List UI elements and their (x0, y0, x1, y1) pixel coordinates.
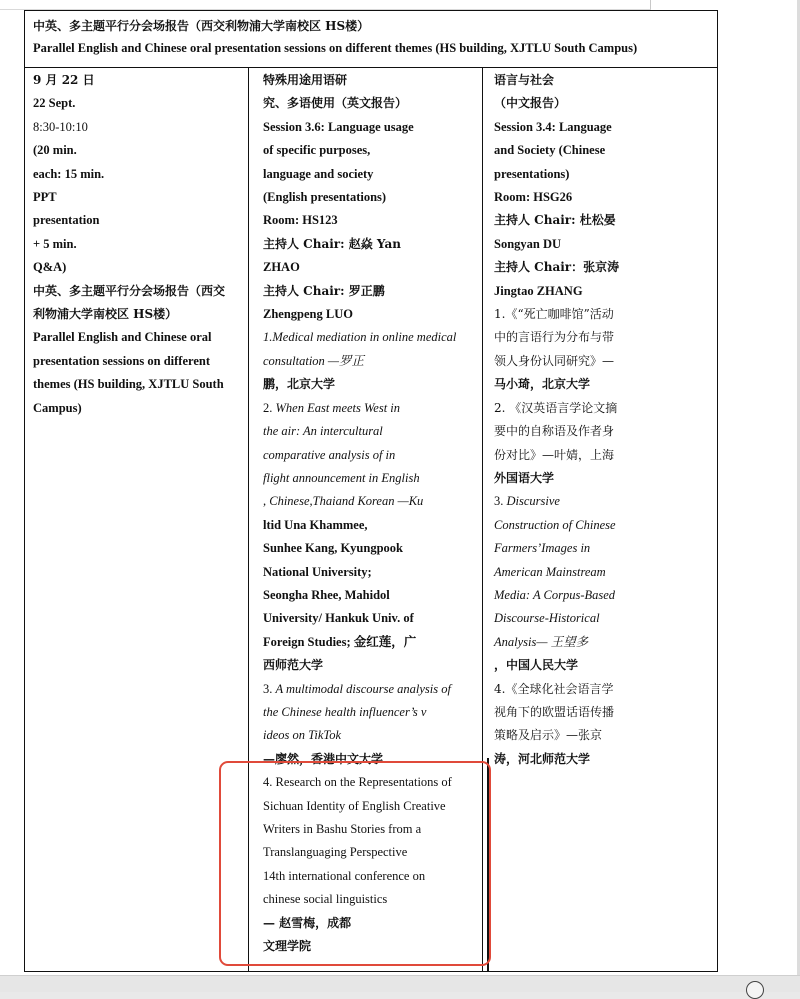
highlight-annotation-box (219, 761, 491, 966)
col2-line: the Chinese health influencer’s v (263, 704, 427, 719)
col2-line: consultation —罗正 (263, 353, 365, 368)
col3-line: Construction of Chinese (494, 517, 616, 532)
col3-line: 份对比》—叶婧，上海 (494, 447, 615, 462)
col2-line: ltid Una Khammee, (263, 517, 368, 532)
chinese-session-column (483, 68, 719, 971)
col2-line: flight announcement in English (263, 470, 420, 485)
col2-line: Seongha Rhee, Mahidol (263, 587, 390, 602)
col2-line: Sunhee Kang, Kyungpook (263, 541, 403, 556)
col2-line: ZHAO (263, 260, 300, 275)
col3-line: 领人身份认同研究》— (494, 353, 615, 368)
col3-line: 主持人 Chair：张京涛 (494, 260, 620, 275)
col1-line: 22 Sept. (33, 96, 76, 111)
col3-line: 涛，河北师范大学 (494, 751, 591, 766)
col3-line: 1.《“死亡咖啡馆”活动 (494, 307, 614, 322)
col3-line: 4.《全球化社会语言学 (494, 681, 614, 696)
col3-line: 2. 《汉英语言学论文摘 (494, 400, 618, 415)
col2-line: Writers in Bashu Stories from a (263, 822, 422, 836)
col2-line: Translanguaging Perspective (263, 845, 408, 860)
col1-line: 9 月 22 日 (33, 73, 95, 87)
col1-line: Parallel English and Chinese oral (33, 330, 212, 345)
title-chinese: 中英、多主题平行分会场报告（西交利物浦大学南校区 HS楼） (33, 19, 370, 33)
col2-line: ideos on TikTok (263, 728, 342, 743)
col1-line: Q&A) (33, 260, 67, 275)
help-icon[interactable] (746, 981, 764, 999)
col2-line: Foreign Studies; 金红莲，广 (263, 634, 417, 649)
col3-line: and Society (Chinese (494, 143, 606, 158)
col2-line: 特殊用途用语研 (263, 73, 348, 87)
col2-line: 2. When East meets West in (263, 400, 401, 415)
col2-line: — 赵雪梅，成都 (263, 915, 352, 930)
col3-line: Farmers’Images in (494, 541, 591, 556)
col2-line: , Chinese,Thaiand Korean —Ku (263, 494, 424, 509)
col3-line: American Mainstream (494, 564, 606, 579)
time-column (25, 68, 249, 971)
col2-line: Sichuan Identity of English Creative (263, 798, 446, 813)
col1-line: presentation (33, 213, 100, 228)
col3-line: Media: A Corpus-Based (494, 587, 616, 602)
col3-line: 中的言语行为分布与带 (494, 330, 615, 345)
col2-line: 鹏，北京大学 (263, 377, 336, 392)
col2-line: 4. Research on the Representations of (263, 775, 452, 790)
col1-line: + 5 min. (33, 236, 77, 251)
col2-line: 究、多语使用（英文报告） (263, 96, 408, 111)
col2-line: National University; (263, 564, 372, 579)
col2-line: Session 3.6: Language usage (263, 119, 414, 134)
col1-line: PPT (33, 190, 57, 205)
col3-line: Jingtao ZHANG (494, 283, 583, 298)
col1-line: 中英、多主题平行分会场报告（西交 (33, 283, 226, 298)
table-title-row (25, 11, 717, 68)
col2-line: chinese social linguistics (263, 892, 388, 907)
col3-line: ，中国人民大学 (494, 658, 579, 673)
col1-line: each: 15 min. (33, 166, 105, 181)
col2-line: language and society (263, 166, 374, 181)
col2-line: Room: HS123 (263, 213, 338, 228)
previous-page-edge (0, 0, 651, 10)
col2-line: 1.Medical mediation in online medical (263, 330, 457, 345)
col2-line: 西师范大学 (263, 658, 324, 673)
col3-line: Songyan DU (494, 236, 562, 251)
col1-line: (20 min. (33, 143, 77, 158)
col2-line: the air: An intercultural (263, 424, 383, 439)
col2-line: 14th international conference on (263, 868, 426, 883)
col3-line: 马小琦，北京大学 (494, 377, 591, 392)
col2-line: 文理学院 (263, 939, 312, 954)
col2-line: Zhengpeng LUO (263, 307, 353, 322)
col3-line: Discourse-Historical (494, 611, 600, 626)
col3-line: Room: HSG26 (494, 190, 573, 205)
col3-line: 视角下的欧盟话语传播 (494, 704, 615, 719)
col1-line: presentation sessions on different (33, 353, 210, 368)
col3-line: （中文报告） (494, 96, 567, 111)
col3-line: 要中的自称语及作者身 (494, 424, 615, 439)
col2-line: 主持人 Chair: 罗正鹏 (263, 283, 385, 298)
bottom-status-bar (0, 975, 800, 992)
title-english: Parallel English and Chinese oral presentation sessions on different themes (HS building, XJTLU South Campus) (33, 41, 638, 55)
col3-line: 主持人 Chair: 杜松晏 (494, 213, 616, 228)
col2-line: (English presentations) (263, 190, 387, 205)
col2-line: of specific purposes, (263, 143, 371, 158)
col3-line: 外国语大学 (494, 470, 555, 485)
col2-line: 主持人 Chair: 赵焱 Yan (263, 236, 402, 251)
col1-line: themes (HS building, XJTLU South (33, 377, 224, 392)
col3-line: Session 3.4: Language (494, 119, 612, 134)
col1-line: 8:30-10:10 (33, 119, 88, 134)
col3-line: 3. Discursive (494, 494, 560, 509)
col2-line: comparative analysis of in (263, 447, 396, 462)
col2-line: University/ Hankuk Univ. of (263, 611, 414, 626)
col2-line: 3. A multimodal discourse analysis of (263, 681, 451, 696)
col1-line: Campus) (33, 400, 82, 415)
col1-line: 利物浦大学南校区 HS楼） (33, 307, 178, 322)
col3-line: 策略及启示》—张京 (494, 728, 603, 743)
col2-line: —廖然，香港中文大学 (263, 751, 384, 766)
col3-line: presentations) (494, 166, 570, 181)
col3-line: 语言与社会 (494, 73, 555, 87)
col3-line: Analysis— 王望多 (494, 634, 589, 649)
